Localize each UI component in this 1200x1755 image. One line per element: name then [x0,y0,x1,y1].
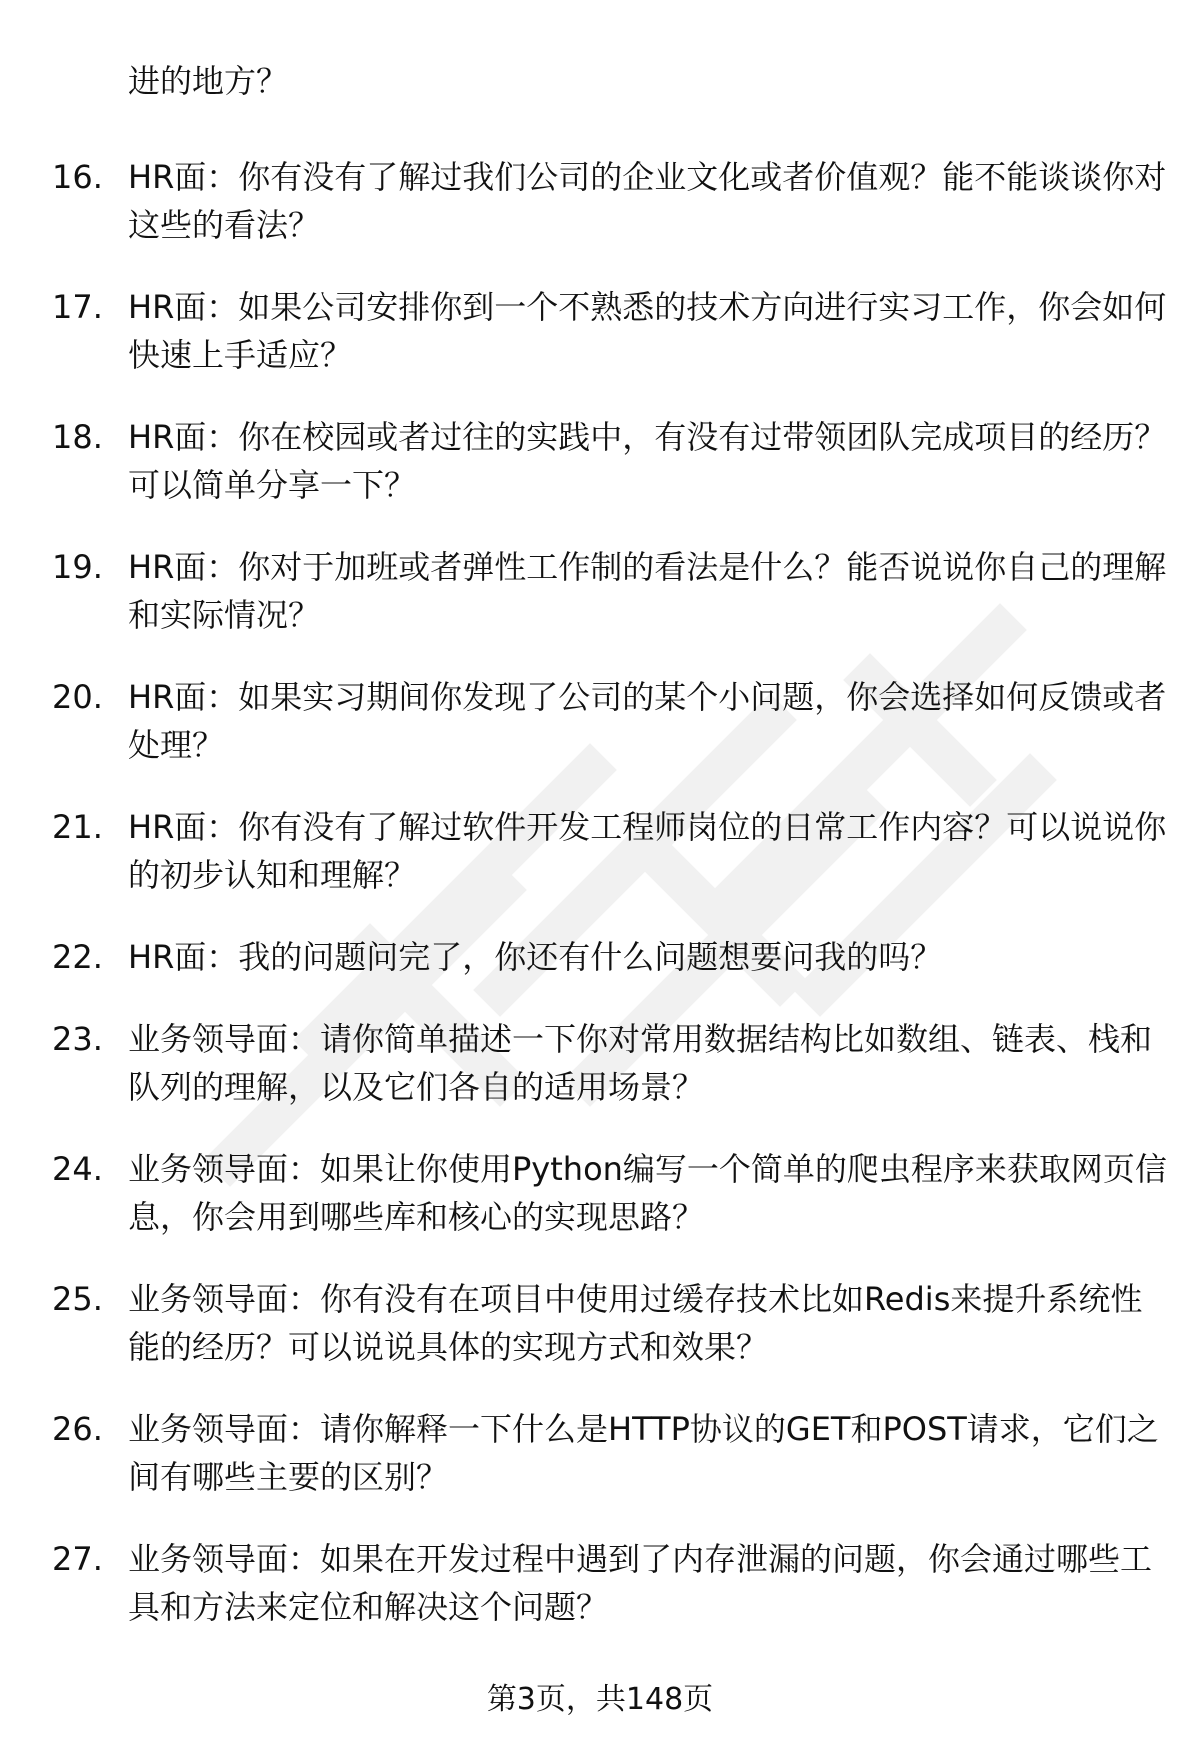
question-text: 业务领导面：如果在开发过程中遇到了内存泄漏的问题，你会通过哪些工具和方法来定位和解决这个问题？ [128,1540,1153,1626]
question-text: 业务领导面：如果让你使用Python编写一个简单的爬虫程序来获取网页信息，你会用到哪些库和核心的实现思路？ [128,1150,1167,1236]
question-text: 业务领导面：请你简单描述一下你对常用数据结构比如数组、链表、栈和队列的理解，以及它们各自的适用场景？ [128,1020,1153,1106]
question-text: 业务领导面：你有没有在项目中使用过缓存技术比如Redis来提升系统性能的经历？可以说说具体的实现方式和效果？ [128,1280,1143,1366]
question-number: 23. [52,1020,103,1058]
list-item [0,803,1200,899]
question-text: HR面：你在校园或者过往的实践中，有没有过带领团队完成项目的经历？可以简单分享一下？ [128,418,1167,504]
question-number: 19. [52,548,103,586]
list-item [0,673,1200,769]
list-item [0,1275,1200,1371]
list-item [0,933,1200,981]
question-text: HR面：你有没有了解过我们公司的企业文化或者价值观？能不能谈谈你对这些的看法？ [128,158,1167,244]
question-text: HR面：如果公司安排你到一个不熟悉的技术方向进行实习工作，你会如何快速上手适应？ [128,288,1167,374]
question-text: HR面：你对于加班或者弹性工作制的看法是什么？能否说说你自己的理解和实际情况？ [128,548,1167,634]
list-item [0,413,1200,509]
question-number: 25. [52,1280,103,1318]
question-text: 业务领导面：请你解释一下什么是HTTP协议的GET和POST请求，它们之间有哪些主要的区别？ [128,1410,1159,1496]
question-number: 16. [52,158,103,196]
continuation-text: 进的地方？ [128,62,289,100]
list-item [0,1015,1200,1111]
page-footer: 第3页，共148页 [486,1682,714,1717]
question-list [0,153,1200,1665]
question-number: 21. [52,808,103,846]
list-item [0,543,1200,639]
question-text: HR面：我的问题问完了，你还有什么问题想要问我的吗？ [128,938,943,976]
question-number: 24. [52,1150,103,1188]
list-item [0,283,1200,379]
list-item [0,1145,1200,1241]
list-item [0,1535,1200,1631]
question-number: 22. [52,938,103,976]
question-number: 20. [52,678,103,716]
question-number: 18. [52,418,103,456]
question-text: HR面：如果实习期间你发现了公司的某个小问题，你会选择如何反馈或者处理？ [128,678,1167,764]
question-text: HR面：你有没有了解过软件开发工程师岗位的日常工作内容？可以说说你的初步认知和理解？ [128,808,1167,894]
list-item [0,1405,1200,1501]
question-number: 27. [52,1540,103,1578]
question-number: 17. [52,288,103,326]
question-number: 26. [52,1410,103,1448]
list-item [0,153,1200,249]
